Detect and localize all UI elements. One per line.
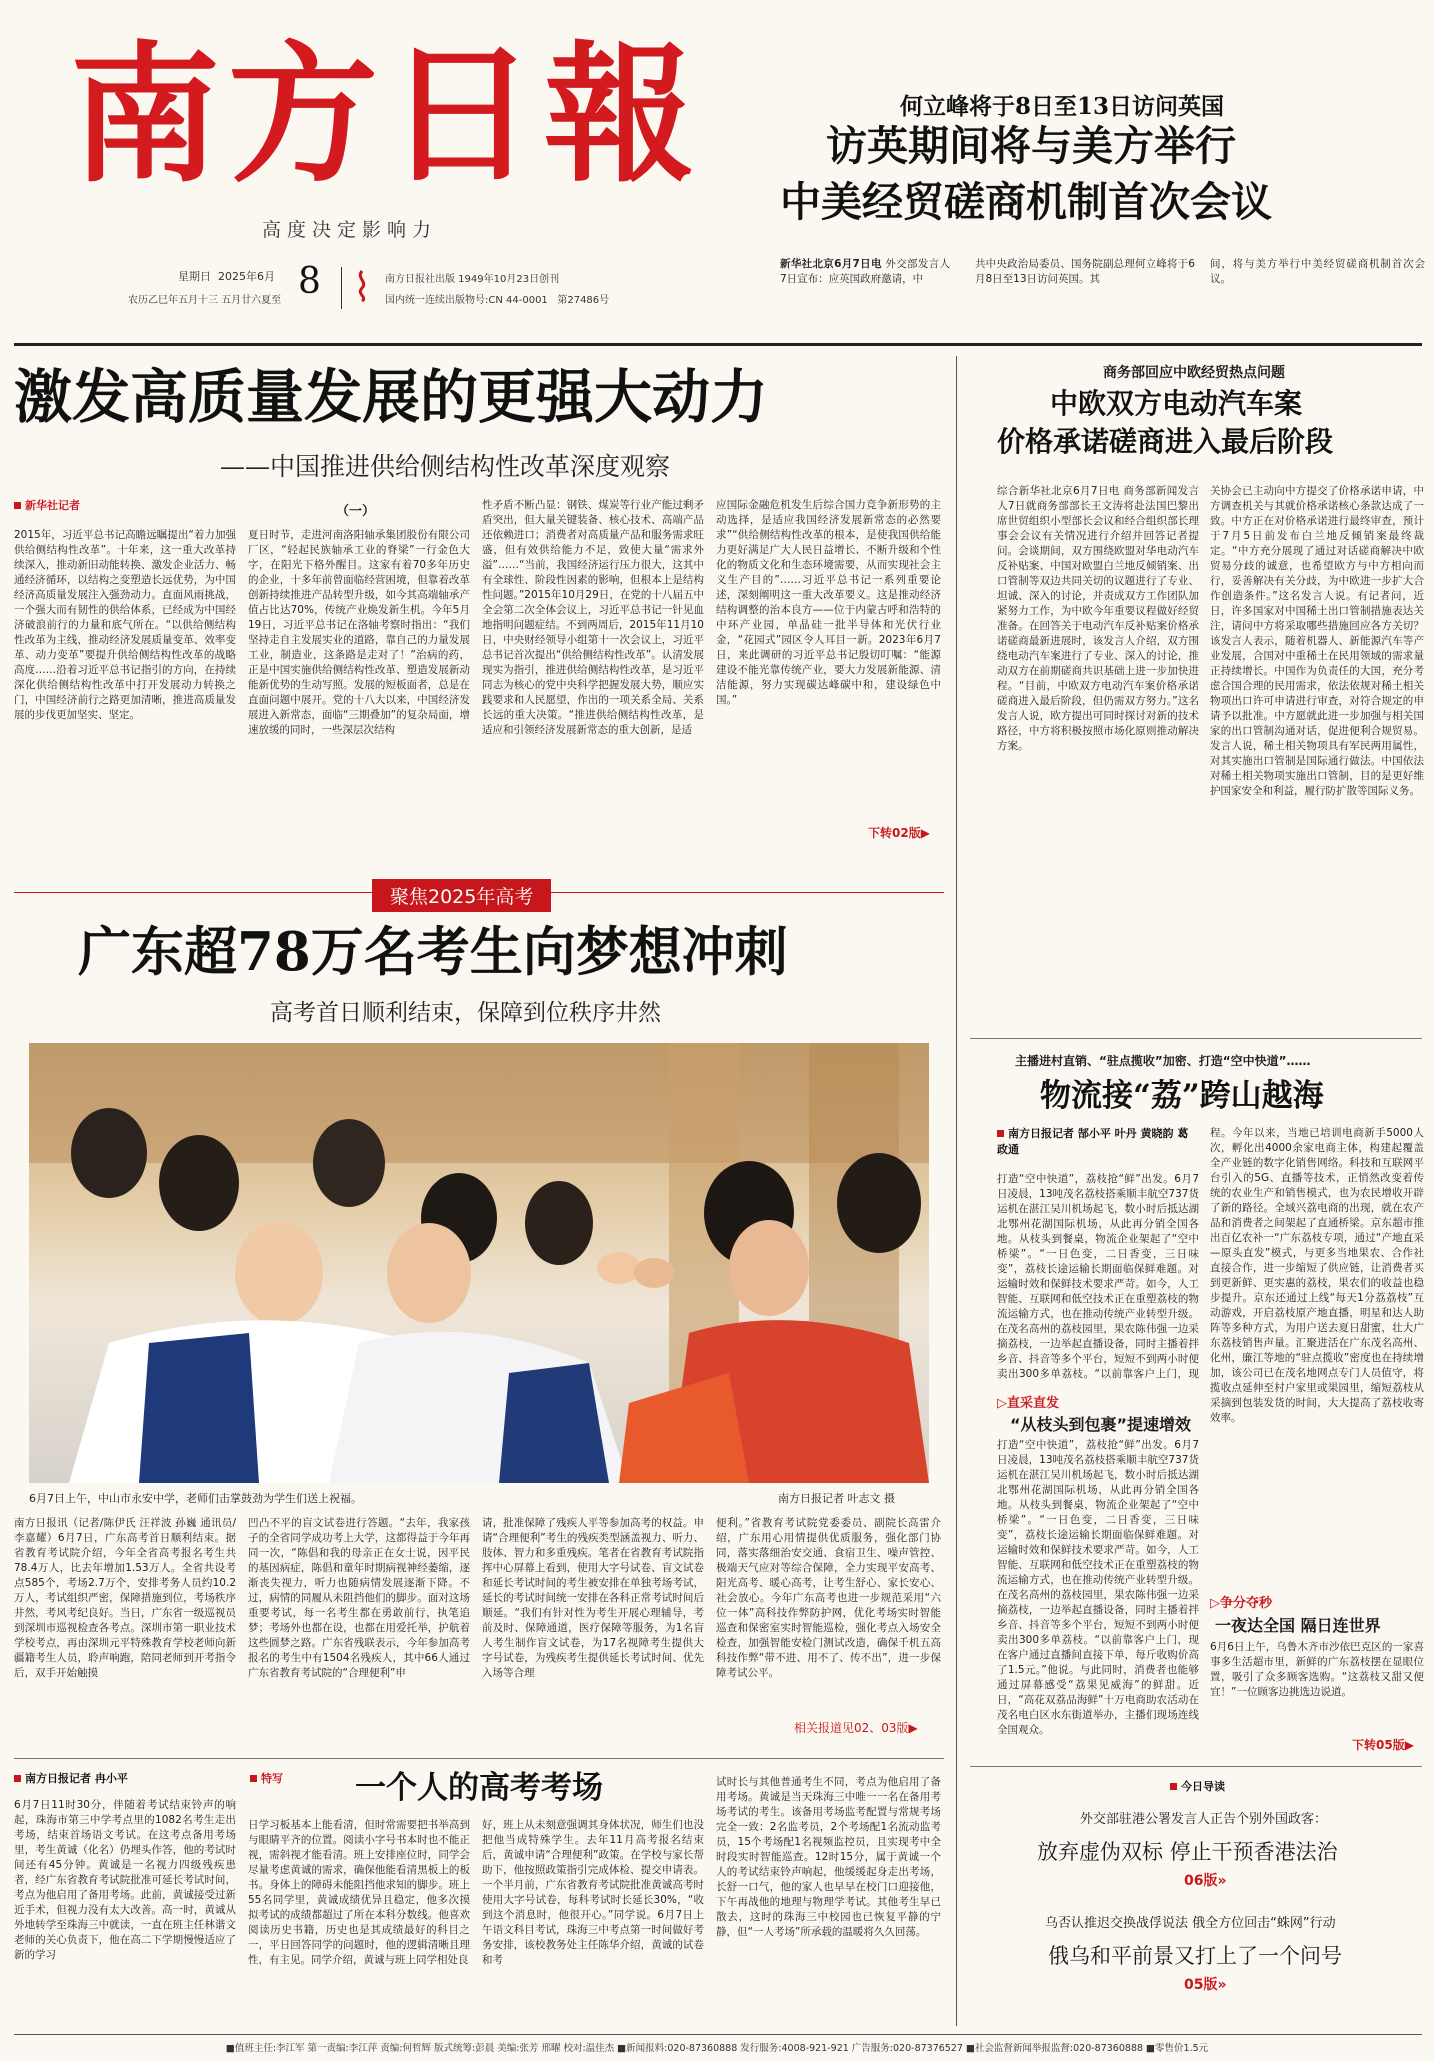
lychee-sub1-title: “从枝头到包裹”提速增效 xyxy=(1010,1415,1192,1434)
feature-byline: 南方日报记者 冉小平 xyxy=(14,1770,128,1786)
lychee-sub2-title: 一夜达全国 隔日连世界 xyxy=(1215,1616,1381,1635)
gaokao-subhead: 高考首日顺利结束，保障到位秩序井然 xyxy=(270,1000,661,1026)
issue-publisher: 南方日报社出版 1949年10月23日创刊 xyxy=(385,274,560,285)
lychee-continued-link[interactable]: 下转05版▶ xyxy=(1352,1738,1414,1752)
gaokao-col-3: 请，批准保障了残疾人平等参加高考的权益。申请“合理便利”考生的残疾类型涵盖视力、听力、肢体、智力和多重残疾。笔者在省教育考试院指挥中心屏幕上看到，使用大字号试卷、盲文试卷和延长考试时间的考生被安排在单独考场考试，延长的考试时间统一安排在各科正常考试时间后顺延。“我们有针对性为考生开展心理辅导，考前及时、保障通道，医疗保障等服务，为1名盲人考生制作盲文试卷，为17名视障考生提供大字号试卷，为残疾考生提供延长考试时间、优先入场等合理 xyxy=(482,1517,704,1679)
gaokao-col-2: 凹凸不平的盲文试卷进行答题。“去年，我家孩子的全省同学成功考上大学，这都得益于今年再同一次，“陈倡和我的母亲正在女士说，因平民的基因病症，陈倡和童年时期病视神经萎缩，逐渐丧失视力，听力也随病情发展逐渐下降。不过，病情的同履从未阻挡他们的脚步。面对这场重要考试，每一名考生都在勇敢前行，执笔追梦；考场外也都在设，也都在用爱托举，护航着这些圆梦之路。广东省残联表示，今年参加高考报名的考生中有1504名残疾人，其中66人通过广东省教育考试院的“合理便利”申 xyxy=(248,1517,470,1679)
gaokao-photo xyxy=(29,1043,929,1483)
top-news-text-3: 间，将与美方举行中美经贸磋商机制首次会议。 xyxy=(1210,258,1425,285)
guide-item2-kicker: 乌否认推迟交换战俘说法 俄全方位回击“蛛网”行动 xyxy=(1045,1916,1336,1931)
lead-col-2: 夏日时节，走进河南洛阳轴承集团股份有限公司厂区，“轻起民族轴承工业的脊梁”一行金色大字，在阳光下格外醒目。这家有着70多年历史的企业，十多年前曾面临经营困境，但靠着改革创新持续推进产品转型升级，如今其高端轴承产值占比达70%，传统产业焕发新生机。今年5月19日，习近平总书记在洛轴考察时指出：“我们坚持走自主发展实业的道路，靠自己的力量发展工业，制造业，这条路是走对了！”治病的药，正是中国实施供给侧结构性改革、塑造发展新动能新优势的生动写照。发展的短板面者，总是在直面问题中展开。党的十八大以来，中国经济发展进入新常态，面临“三期叠加”的复杂局面，增速放缓的同时，一些深层次结构 xyxy=(248,529,470,736)
gaokao-headline: 广东超78万名考生向梦想冲刺 xyxy=(78,921,788,983)
guide-item2-page-link[interactable]: 05版» xyxy=(1184,1977,1227,1993)
lychee-col-2: 程。今年以来，当地已培训电商新手5000人次，孵化出4000余家电商主体，构建起覆盖全产业链的数字化销售网络。科技和互联网平台引入的5G、直播等技术，正悄然改变着传统的农业生产和销售模式，也为农民增收开辟了新的路径。全域兴荔电商的出现，就在农产品和消费者之间架起了直通桥梁。京东超市推出百亿农补一“广东荔枝专项，通过“产地直采—原头直发”模式，与更多当地果农、合作社直接合作，进一步缩短了供应链，让消费者买到更新鲜、更实惠的荔枝，果农们的收益也稳步提升。京东还通过上线“每天1分荔荔枝”互动游戏，开启荔枝原产地直播，明星和达人助阵等多种方式，为用户送去夏日甜蜜，壮大广东荔枝销售声量。汇聚进活在广东茂名高州、化州，廉江等地的“驻点揽收”密度也在持续增加，该公司已在茂名地网点专门人员值守，将揽收点延伸至村户家里或果园里，缩短荔枝从采摘到包装发货的时间，大大提高了荔枝收寄效率。 xyxy=(1210,1127,1424,1424)
publisher-logo-icon xyxy=(355,270,369,302)
top-news-text-1: 新华社北京6月7日电 外交部发言人7日宣布：应英国政府邀请，中 xyxy=(780,258,950,285)
gaokao-related-link[interactable]: 相关报道见02、03版▶ xyxy=(794,1721,918,1735)
lychee-col-1b: 打造“空中快道”，荔枝抢“鲜”出发。6月7日凌晨，13吨茂名荔枝搭乘顺丰航空737货运机在湛江吴川机场起飞，数小时后抵达湖北鄂州花湖国际机场，从此再分销全国各地。从枝头到餐桌，物流企业架起了“空中桥梁”。“一日色变，二日香变，三日味变”，荔枝长途运输长期面临保鲜难题。对运输时效和保鲜技术要求严苛。如今，人工智能、互联网和低空技术正在重塑荔枝的物流运输方式，也在推动传统产业转型升级。在茂名高州的荔枝园里，果农陈伟强一边采摘荔枝，一边举起直播设备，同时主播着拌乡音、抖音等多个平台，短短不到两小时便卖出300多单荔枝。“以前靠客户上门，现在客户通过直播间直接下单，每斤收购价高了1.5元。”他说。与此同时，消费者也能够通过屏幕感受“荔果见威海”的鲜甜。近日，“高花双荔品海鲜”十万电商助农活动在茂名电白区水东街道举办，主播们现场连线全国观众。 xyxy=(997,1439,1199,1736)
lead-byline: 新华社记者 xyxy=(14,497,80,513)
ev-kicker: 商务部回应中欧经贸热点问题 xyxy=(1103,365,1285,381)
lychee-headline: 物流接“荔”跨山越海 xyxy=(1040,1078,1324,1114)
guide-item1-kicker: 外交部驻港公署发言人正告个别外国政客： xyxy=(1080,1812,1328,1827)
guide-item1-page-link[interactable]: 06版» xyxy=(1184,1873,1227,1889)
feature-tag: 特写 xyxy=(250,1770,283,1786)
guide-item1-headline[interactable]: 放弃虚伪双标 停止干预香港法治 xyxy=(1037,1840,1338,1864)
ev-headline-2: 价格承诺磋商进入最后阶段 xyxy=(997,425,1334,458)
gaokao-col-4: 便利。”省教育考试院党委委员、副院长高雷介绍，广东用心用情提供优质服务，强化部门协同，落实落细治安交通、食宿卫生、噪声管控、极端天气应对等综合保障，全力实现平安高考、阳光高考、暖心高考，让考生舒心、家长安心、社会放心。今年广东高考也进一步规范采用“六位一体”高科技作弊防护网，优化考场实时智能巡查和保密室实时智能巡检，强化考点入场安全检查，加强智能安检门测试改造，确保千机五高科技作弊“带不进、用不了、传不出”，进一步保障考试公平。 xyxy=(716,1517,941,1679)
lead-continued-link[interactable]: 下转02版▶ xyxy=(868,826,930,840)
feature-col-1: 6月7日11时30分，伴随着考试结束铃声的响起，珠海市第三中学考点里的1082名考生走出考场，结束首场语文考试。在这考点备用考场里，考生黄诚（化名）仍埋头作答，他的考试时间还有45分钟。黄诚是一名视力四级残疾患者，经广东省教育考试院批准可延长考试时间，考点为他启用了备用考场。此前，黄诚接受过新近手术，但视力没有太大改善。高一时，黄诚从外地转学至珠海三中就读，一直在班主任林谐文老师的关心负责下，他在高二下学期慢慢适应了新的学习 xyxy=(14,1799,236,1961)
issue-cn: 国内统一连续出版物号:CN 44-0001 第27486号 xyxy=(385,295,610,306)
feature-col-4: 试时长与其他普通考生不同，考点为他启用了备用考场。黄诚是当天珠海三中唯一一名在备用考场考试的考生。该备用考场监考配置与常规考场完全一致：2名监考员，2个考场配1名流动监考员，15个考场配1名视频监控员，且实现考中全时段实时智能巡查。12时15分，属于黄诚一个人的考试结束铃声响起，他缓缓起身走出考场，长舒一口气，他的家人也早早在校门口迎接他，下午再战他的地理与物理学考试。其他考生早已散去，这时的珠海三中校园也已恢复平静的宁静，但“一人考场”所承载的温暖将久久回荡。 xyxy=(716,1776,941,1938)
lead-headline: 激发高质量发展的更强大动力 xyxy=(14,363,769,431)
lead-subhead: ——中国推进供给侧结构性改革深度观察 xyxy=(220,452,671,481)
masthead-title: 南方日報 xyxy=(70,27,703,203)
page-footer: ■值班主任:李江军 第一责编:李江萍 责编:何哲辉 版式统筹:彭晨 美编:张芳 邢曜 校对:温佳杰 ■新闻报料:020-87360888 发行服务:4008-921-921 广告服务:020-87376527 ■社会监督新闻举报监督:020-87360888 ■零售价1.5元 xyxy=(225,2043,1209,2054)
gaokao-photo-credit: 南方日报记者 叶志文 摄 xyxy=(778,1492,895,1505)
lychee-kicker: 主播进村直销、“驻点揽收”加密、打造“空中快道”…… xyxy=(1015,1054,1311,1068)
ev-headline-1: 中欧双方电动汽车案 xyxy=(1050,387,1303,420)
lead-col-3: 性矛盾不断凸显：钢铁、煤炭等行业产能过剩矛盾突出，但大量关键装备、核心技术、高端产品还依赖进口；消费者对高质量产品和服务需求旺盛，但有效供给能力不足，致使大量“需求外溢”……“当前，我国经济运行压力很大，这其中有全球性、阶段性因素的影响，但根本上是结构性问题。”2015年10月29日，在党的十八届五中全会第二次全体会议上，习近平总书记一针见血地指明问题症结。不到两周后，2015年11月10日，中央财经领导小组第十一次会议上，习近平总书记首次提出“供给侧结构性改革”。认清发展现实为指引，推进供给侧结构性改革，是习近平同志为核心的党中央科学把握发展大势，顺应实践要求和人民愿望，作出的一项关系全局、关系长远的重大决策。“推进供给侧结构性改革，是适应和引领经济发展新常态的重大创新，是适 xyxy=(482,499,704,736)
lychee-col-3: 6月6日上午，乌鲁木齐市沙依巴克区的一家喜事多生活超市里，新鲜的广东荔枝摆在显眼位置，吸引了众多顾客选购。“这荔枝又甜又便宜！”一位顾客边挑选边说道。 xyxy=(1210,1641,1424,1698)
top-news-headline-1: 访英期间将与美方举行 xyxy=(826,122,1236,170)
feature-col-2: 日学习板基本上能看清，但时常需要把书举高到与眼睛平齐的位置。阅读小字号书本时也不能正视，需斜视才能看清。班上安排座位时，同学会尽量考虑黄诚的需求，确保他能看清黑板上的板书。身体上的障碍未能阻挡他求知的脚步。班上55名同学里，黄诚成绩优异且稳定，他多次摸拟考试的成绩都超过了所在本科分数线。他喜欢阅读历史书籍，历史也是其成绩最好的科目之一，平日回答同学的问题时，他的逻辑清晰且理性，有主见。同学介绍，黄诚与班上同学相处良 xyxy=(248,1819,470,1966)
lead-col-4: 应国际金融危机发生后综合国力竞争新形势的主动选择，是适应我国经济发展新常态的必然要求”“供给侧结构性改革的根本，是使我国供给能力更好满足广大人民日益增长、不断升级和个性化的物质文化和生态环境需要，从而实现社会主义生产目的”……习近平总书记一系列重要论述，深刻阐明这一重大改革要义。这是推动经济结构调整的治本良方——位于内蒙古呼和浩特的中环产业园，单晶硅一批半导体和光伏行业金，“花园式”园区令人耳目一新。2023年6月7日，来此调研的习近平总书记殷切叮嘱：“能源建设不能光靠传统产业，要大力发展新能源、清洁能源，努力实现碳达峰碳中和，建设绿色中国。” xyxy=(716,499,941,706)
issue-weekday: 星期日 2025年6月 xyxy=(178,270,275,283)
top-news-text-2: 共中央政治局委员、国务院副总理何立峰将于6月8日至13日访问英国。其 xyxy=(975,258,1195,285)
masthead-slogan: 高度决定影响力 xyxy=(262,219,438,241)
top-news-headline-2: 中美经贸磋商机制首次会议 xyxy=(780,178,1272,226)
feature-headline: 一个人的高考考场 xyxy=(355,1770,603,1806)
guide-tag: 今日导读 xyxy=(1170,1778,1225,1794)
lead-section-mark: （一） xyxy=(336,504,376,519)
guide-item2-headline[interactable]: 俄乌和平前景又打上了一个问号 xyxy=(1048,1944,1342,1968)
feature-col-3: 好，班上从未刻意强调其身体状况，师生们也没把他当成特殊学生。去年11月高考报名结束后，黄诚申请“合理便利”政策。在学校与家长帮助下，他按照政策指引完成体检、提交申请表。一个半月前，广东省教育考试院批准黄诚高考时使用大字号试卷，每科考试时长延长30%，“收到这个消息时，他很开心。”同学说。6月7日上午语文科目考试，珠海三中考点第一时间做好考务安排，该校教务处主任陈华介绍，黄诚的试卷和考 xyxy=(482,1819,704,1966)
top-news-kicker: 何立峰将于8日至13日访问英国 xyxy=(900,93,1225,120)
gaokao-tag: 聚焦2025年高考 xyxy=(372,879,551,912)
lead-col-1: 2015年，习近平总书记高瞻远瞩提出“着力加强供给侧结构性改革”。十年来，这一重大改革持续深入，推动新旧动能转换、激发企业活力、畅通经济循环，以结构之变塑造长远优势，为中国经济高质量发展注入强劲动力。直面风雨挑战，一个强大而有韧性的供给体系，已经成为中国经济破浪前行的力量和底气所在。“以供给侧结构性改革为主线，推动经济发展质量变革、效率变革、动力变革”要提升供给侧结构性改革的战略高度……沿着习近平总书记指引的方向，在持续深化供给侧结构性改革中打开发展动力转换之门，中国经济前行之路更加清晰，推进高质量发展的步伐更加坚实、坚定。 xyxy=(14,529,236,721)
gaokao-col-1: 南方日报讯（记者/陈伊氏 汪祥波 孙巍 通讯员/李嘉耀）6月7日，广东高考首日顺利结束。据省教育考试院介绍，今年全省高考报名考生共78.4万人，比去年增加1.53万人。全省共设考点585个，考场2.7万个，安排考务人员约10.2万人，考试组织严密，保障措施到位，考场秩序井然，考风考纪良好。当日，广东省一级巡视员到深圳市巡视检查各考点。深圳市第一职业技术学校考点，再由深圳元平特殊教育学校老师向新疆籍考生人员，聆声响跑，陪同老师到开考指令后，双手开始触摸 xyxy=(14,1517,236,1679)
gaokao-photo-caption: 6月7日上午，中山市永安中学，老师们击掌鼓劲为学生们送上祝福。 xyxy=(29,1492,362,1505)
issue-lunar: 农历乙巳年五月十三 五月廿六夏至 xyxy=(128,295,282,306)
lychee-sub1: ▷直采直发 xyxy=(997,1396,1059,1411)
issue-day: 8 xyxy=(298,261,321,302)
lychee-byline: 南方日报记者 郜小平 叶丹 黄晓韵 葛政通 xyxy=(997,1126,1197,1158)
ev-col-1: 综合新华社北京6月7日电 商务部新闻发言人7日就商务部部长王文涛将赴法国巴黎出席世贸组织小型部长会议和经合组织部长理事会会议有关情况进行介绍并回答记者提问。会谈期间，双方围绕欧盟对华电动汽车反补贴案、中国对欧盟白兰地反倾销案、出口管制等双边共同关切的议题进行了专业、坦诚、深入的讨论，并责成双方工作团队加紧努力工作，为中欧今年重要议程做好经贸准备。在回答关于电动汽车反补贴案价格承诺磋商最新进展时，该发言人介绍，双方围绕电动汽车案进行了专业、深入的讨论，推动双方在前期磋商共识基础上进一步加快进程。“目前，中欧双方电动汽车案价格承诺磋商进入最后阶段，但仍需双方努力。”这名发言人说，欧方提出可同时探讨对新的技术路径，中方将积极按照市场化原则推动解决方案。 xyxy=(997,485,1199,752)
ev-col-2: 关协会已主动向中方提交了价格承诺申请，中方调查机关与其就价格承诺核心条款达成了一致。中方正在对价格承诺进行最终审查，预计于7月5日前发布白兰地反倾销案最终裁定。“中方充分展现了通过对话磋商解决中欧贸易分歧的诚意，也希望欧方与中方相向而行，妥善解决有关分歧，为中欧进一步扩大合作创造条件。”这名发言人说。有记者问，近日，许多国家对中国稀土出口管制措施表达关注，请问中方将采取哪些措施回应各方关切？该发言人表示，随着机器人、新能源汽车等产业发展，合国对中重稀土在民用领域的需求量正持续增长。中国作为负责任的大国，充分考虑合国合理的民用需求，依法依规对稀土相关物项出口许可申请进行审查，对符合规定的申请予以批准。中方愿就此进一步加强与相关国家的出口管制沟通对话，促进便利合规贸易。发言人说，稀土相关物项具有军民两用属性，对其实施出口管制是国际通行做法。中国依法对稀土相关物项实施出口管制，目的是更好维护国家安全和利益，履行防扩散等国际义务。 xyxy=(1210,485,1424,797)
lychee-col-1: 打造“空中快道”，荔枝抢“鲜”出发。6月7日凌晨，13吨茂名荔枝搭乘顺丰航空737货运机在湛江吴川机场起飞，数小时后抵达湖北鄂州花湖国际机场，从此再分销全国各地。从枝头到餐桌，物流企业架起了“空中桥梁”。“一日色变，二日香变，三日味变”，荔枝长途运输长期面临保鲜难题。对运输时效和保鲜技术要求严苛。如今，人工智能、互联网和低空技术正在重塑荔枝的物流运输方式，也在推动传统产业转型升级。在茂名高州的荔枝园里，果农陈伟强一边采摘荔枝，一边举起直播设备，同时主播着拌乡音、抖音等多个平台，短短不到两小时便卖出300多单荔枝。“以前靠客户上门，现 xyxy=(997,1173,1199,1380)
lychee-sub2: ▷争分夺秒 xyxy=(1210,1596,1272,1611)
